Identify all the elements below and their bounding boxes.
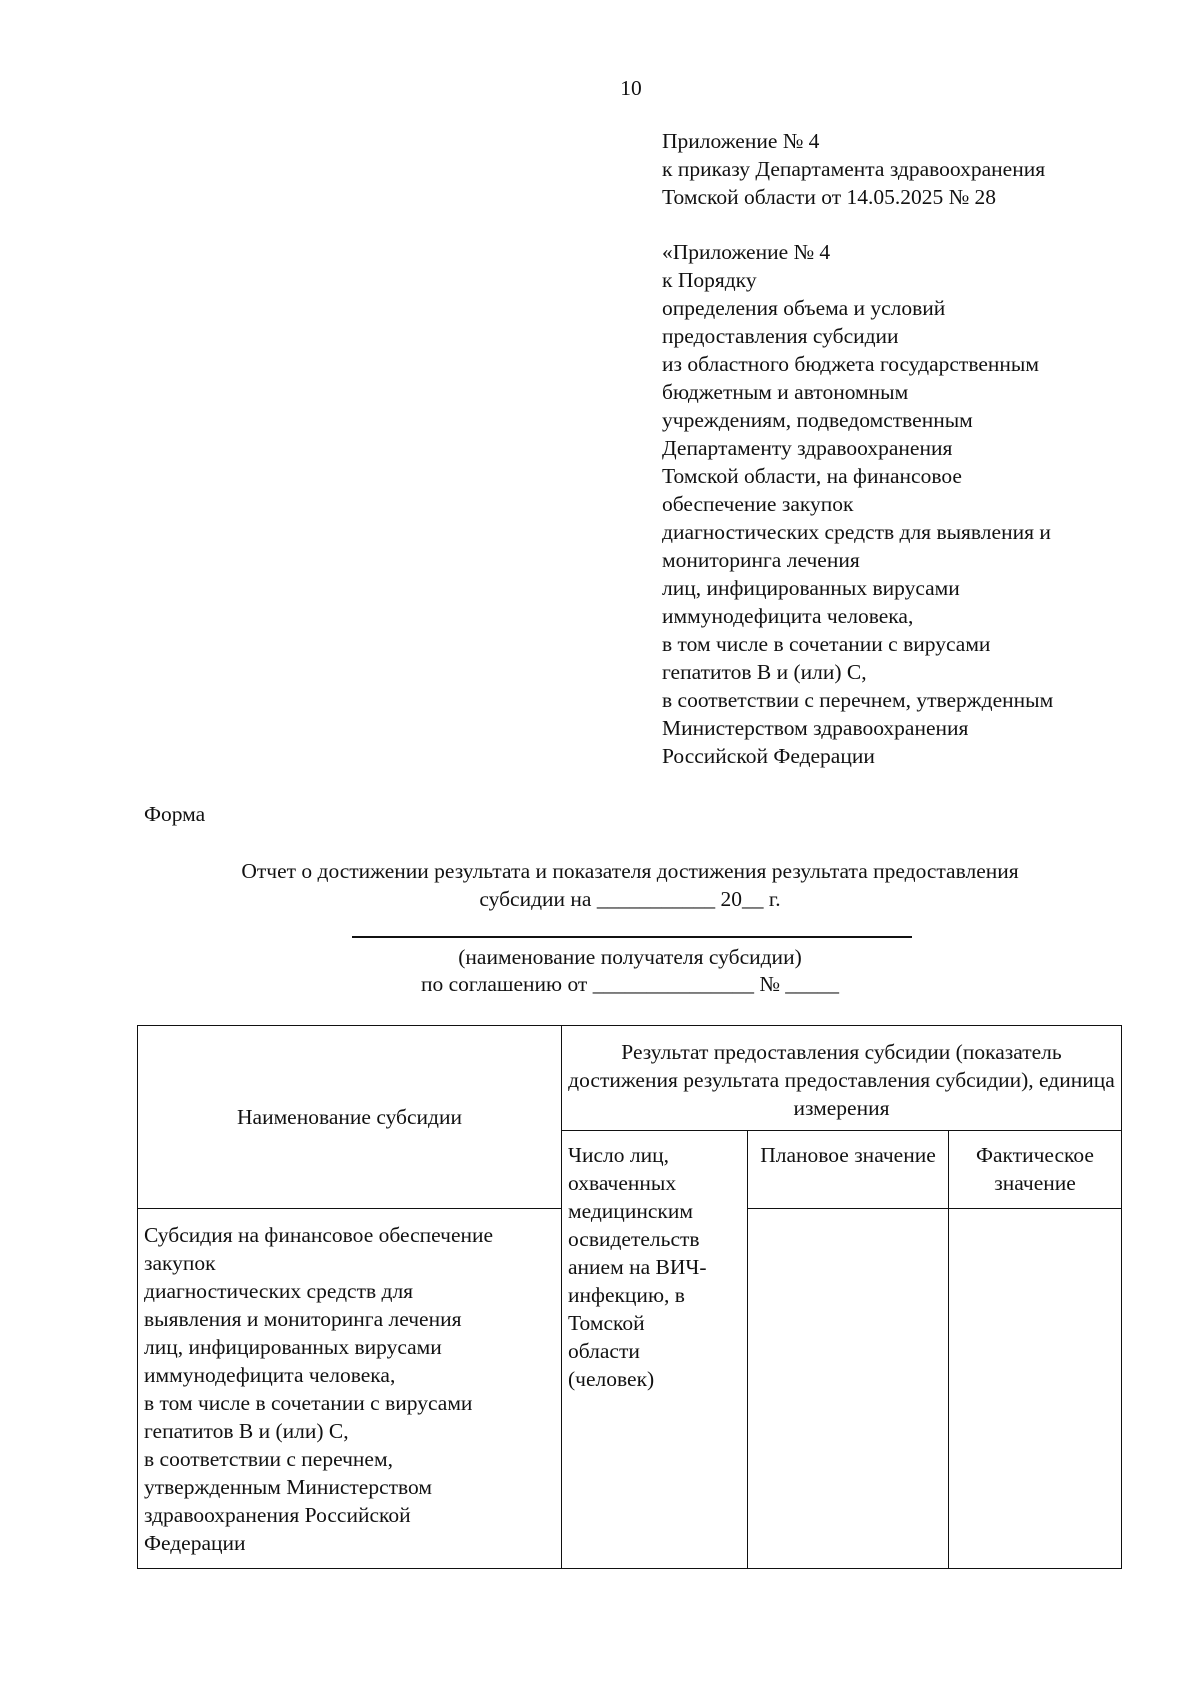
approval-line: Приложение № 4 [662, 129, 820, 153]
actual-value-cell [949, 1209, 1122, 1569]
header-planned: Плановое значение [748, 1131, 949, 1209]
appendix-line: учреждениям, подведомственным [662, 408, 973, 432]
report-title [140, 857, 1120, 913]
approval-line: Томской области от 14.05.2025 № 28 [662, 185, 996, 209]
form-label: Форма [144, 802, 206, 826]
indicator-line: инфекцию, в [568, 1283, 685, 1307]
recipient-name-line [352, 936, 912, 938]
subsidy-line: Субсидия на финансовое обеспечение [144, 1223, 494, 1247]
subsidy-line: утвержденным Министерством [144, 1475, 432, 1499]
approval-line: к приказу Департамента здравоохранения [662, 157, 1046, 181]
report-title-line: Отчет о достижении результата и показателя достижения результата предоставления [241, 859, 1019, 883]
appendix-line: к Порядку [662, 268, 757, 292]
appendix-line: Департаменту здравоохранения [662, 436, 953, 460]
subsidy-line: Федерации [144, 1531, 246, 1555]
indicator-cell [562, 1131, 748, 1569]
appendix-line: определения объема и условий [662, 296, 946, 320]
appendix-line: Министерством здравоохранения [662, 716, 969, 740]
recipient-caption: (наименование получателя субсидии) [458, 945, 802, 969]
order-appendix-block [662, 238, 1142, 770]
subsidy-line: иммунодефицита человека, [144, 1363, 396, 1387]
subsidy-line: в том числе в сочетании с вирусами [144, 1391, 473, 1415]
subsidy-line: диагностических средств для [144, 1279, 414, 1303]
appendix-line: диагностических средств для выявления и [662, 520, 1051, 544]
subsidy-line: гепатитов B и (или) C, [144, 1419, 349, 1443]
appendix-line: Томской области, на финансовое [662, 464, 962, 488]
appendix-line: мониторинга лечения [662, 548, 860, 572]
header-actual: Фактическое значение [949, 1131, 1122, 1209]
appendix-line: «Приложение № 4 [662, 240, 831, 264]
appendix-line: в том числе в сочетании с вирусами [662, 632, 991, 656]
appendix-line: из областного бюджета государственным [662, 352, 1039, 376]
subsidy-line: лиц, инфицированных вирусами [144, 1335, 442, 1359]
indicator-line: области [568, 1339, 640, 1363]
appendix-line: предоставления субсидии [662, 324, 899, 348]
indicator-line: анием на ВИЧ- [568, 1255, 707, 1279]
subsidy-line: закупок [144, 1251, 216, 1275]
appendix-line: в соответствии с перечнем, утвержденным [662, 688, 1054, 712]
subsidy-line: выявления и мониторинга лечения [144, 1307, 462, 1331]
appendix-line: гепатитов B и (или) C, [662, 660, 867, 684]
subsidy-name-cell [138, 1209, 562, 1569]
report-period-line: субсидии на ___________ 20__ г. [479, 887, 781, 911]
indicator-line: Число лиц, [568, 1143, 669, 1167]
header-subsidy-name: Наименование субсидии [138, 1026, 562, 1209]
report-table [137, 1025, 1122, 1569]
subsidy-line: здравоохранения Российской [144, 1503, 411, 1527]
indicator-line: медицинским [568, 1199, 693, 1223]
appendix-line: иммунодефицита человека, [662, 604, 914, 628]
indicator-line: освидетельств [568, 1227, 700, 1251]
page-number: 10 [620, 76, 642, 100]
indicator-line: охваченных [568, 1171, 677, 1195]
appendix-line: лиц, инфицированных вирусами [662, 576, 960, 600]
subsidy-line: в соответствии с перечнем, [144, 1447, 393, 1471]
appendix-line: обеспечение закупок [662, 492, 854, 516]
appendix-line: Российской Федерации [662, 744, 875, 768]
appendix-line: бюджетным и автономным [662, 380, 909, 404]
header-result: Результат предоставления субсидии (показатель достижения результата предоставления субсидии), единица измерения [562, 1026, 1122, 1131]
indicator-line: Томской [568, 1311, 645, 1335]
planned-value-cell [748, 1209, 949, 1569]
agreement-line: по соглашению от _______________ № _____ [421, 972, 839, 996]
approval-block [662, 127, 1142, 211]
indicator-line: (человек) [568, 1367, 655, 1391]
